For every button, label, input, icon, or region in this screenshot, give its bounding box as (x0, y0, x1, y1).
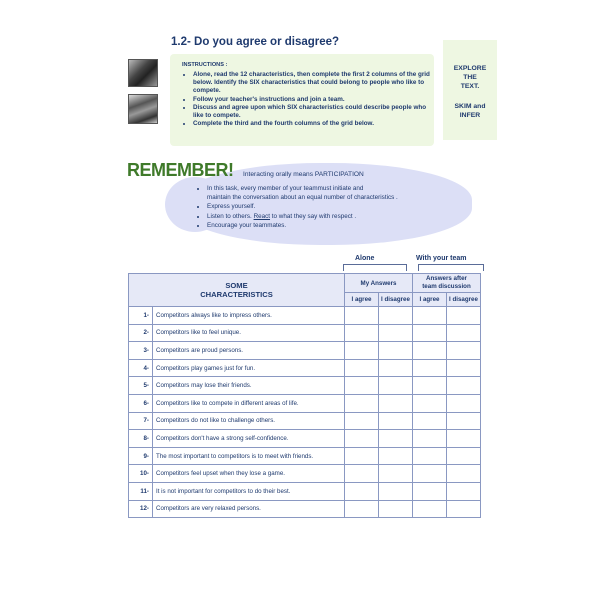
table-row (129, 359, 481, 377)
my-disagree-cell[interactable] (379, 394, 413, 412)
i-disagree-header: I disagree (447, 293, 481, 307)
row-number: 6- (129, 394, 153, 412)
team-agree-cell[interactable] (413, 394, 447, 412)
row-number: 5- (129, 377, 153, 395)
instructions-box (170, 54, 434, 146)
my-disagree-cell[interactable] (379, 324, 413, 342)
instruction-item: • Complete the third and the fourth columns of the grid below. (193, 120, 438, 128)
team-agree-cell[interactable] (413, 359, 447, 377)
row-number: 12- (129, 500, 153, 518)
my-disagree-cell[interactable] (379, 377, 413, 395)
my-agree-cell[interactable] (345, 500, 379, 518)
team-disagree-cell[interactable] (447, 324, 481, 342)
team-photo (128, 94, 158, 124)
team-disagree-cell[interactable] (447, 447, 481, 465)
remember-title: REMEMBER! (127, 160, 234, 180)
row-number: 2- (129, 324, 153, 342)
team-bracket (418, 264, 484, 271)
my-agree-cell[interactable] (345, 394, 379, 412)
instruction-item: • Alone, read the 12 characteristics, then complete the first 2 columns of the grid below. Identify the SIX characteristics that could belong to people who like to compete. (193, 71, 438, 96)
team-agree-cell[interactable] (413, 482, 447, 500)
instructions-list (183, 71, 438, 128)
row-number: 8- (129, 430, 153, 448)
my-agree-cell[interactable] (345, 482, 379, 500)
explore-line: THE (463, 74, 477, 81)
my-disagree-cell[interactable] (379, 500, 413, 518)
team-disagree-cell[interactable] (447, 430, 481, 448)
instruction-item: • Discuss and agree upon which SIX characteristics could describe people who like to compete. (193, 104, 438, 120)
remember-item: • Express yourself. (207, 202, 437, 211)
remember-item: • Listen to others. React to what they say with respect . (207, 212, 437, 221)
team-agree-cell[interactable] (413, 500, 447, 518)
remember-item: • Encourage your teammates. (207, 221, 437, 230)
characteristic-text: Competitors do not like to challenge others. (153, 412, 345, 430)
my-agree-cell[interactable] (345, 377, 379, 395)
team-disagree-cell[interactable] (447, 359, 481, 377)
table-row (129, 482, 481, 500)
team-agree-cell[interactable] (413, 342, 447, 360)
table-row (129, 430, 481, 448)
characteristics-header: SOME CHARACTERISTICS (129, 274, 345, 307)
table-row (129, 342, 481, 360)
characteristic-text: Competitors like to compete in different areas of life. (153, 394, 345, 412)
characteristic-text: It is not important for competitors to do their best. (153, 482, 345, 500)
table-row (129, 377, 481, 395)
my-disagree-cell[interactable] (379, 465, 413, 483)
i-agree-header: I agree (413, 293, 447, 307)
my-disagree-cell[interactable] (379, 412, 413, 430)
my-agree-cell[interactable] (345, 342, 379, 360)
team-agree-cell[interactable] (413, 465, 447, 483)
my-agree-cell[interactable] (345, 324, 379, 342)
table-row (129, 465, 481, 483)
team-disagree-cell[interactable] (447, 500, 481, 518)
table-row (129, 500, 481, 518)
my-agree-cell[interactable] (345, 307, 379, 325)
team-disagree-cell[interactable] (447, 342, 481, 360)
remember-heading: Interacting orally means PARTICIPATION (243, 171, 364, 178)
characteristic-text: Competitors may lose their friends. (153, 377, 345, 395)
characteristics-grid (128, 273, 481, 518)
row-number: 1- (129, 307, 153, 325)
remember-list (197, 184, 437, 230)
i-agree-header: I agree (345, 293, 379, 307)
alone-bracket (343, 264, 407, 271)
table-row (129, 394, 481, 412)
team-disagree-cell[interactable] (447, 377, 481, 395)
my-agree-cell[interactable] (345, 447, 379, 465)
my-disagree-cell[interactable] (379, 430, 413, 448)
team-disagree-cell[interactable] (447, 307, 481, 325)
table-row (129, 307, 481, 325)
my-answers-header: My Answers (345, 274, 413, 293)
characteristic-text: Competitors always like to impress others. (153, 307, 345, 325)
team-disagree-cell[interactable] (447, 412, 481, 430)
instructions-heading: INSTRUCTIONS : (182, 62, 228, 68)
team-agree-cell[interactable] (413, 447, 447, 465)
explore-line: EXPLORE (453, 65, 487, 72)
instruction-item: • Follow your teacher's instructions and join a team. (193, 96, 438, 104)
team-disagree-cell[interactable] (447, 465, 481, 483)
characteristic-text: Competitors are very relaxed persons. (153, 500, 345, 518)
my-agree-cell[interactable] (345, 430, 379, 448)
characteristic-text: The most important to competitors is to meet with friends. (153, 447, 345, 465)
page-title: 1.2- Do you agree or disagree? (171, 36, 340, 48)
characteristic-text: Competitors don't have a strong self-confidence. (153, 430, 345, 448)
my-agree-cell[interactable] (345, 359, 379, 377)
my-disagree-cell[interactable] (379, 342, 413, 360)
team-disagree-cell[interactable] (447, 394, 481, 412)
table-row (129, 447, 481, 465)
characteristic-text: Competitors play games just for fun. (153, 359, 345, 377)
team-agree-cell[interactable] (413, 377, 447, 395)
team-answers-header: Answers after team discussion (413, 274, 481, 293)
my-disagree-cell[interactable] (379, 482, 413, 500)
my-agree-cell[interactable] (345, 465, 379, 483)
students-photo (128, 59, 158, 87)
remember-item: • In this task, every member of your teammust initiate and maintain the conversation about an equal number of characteristics . (207, 184, 437, 202)
table-row (129, 412, 481, 430)
explore-line: INFER (459, 112, 481, 119)
row-number: 11- (129, 482, 153, 500)
characteristic-text: Competitors feel upset when they lose a game. (153, 465, 345, 483)
team-agree-cell[interactable] (413, 430, 447, 448)
row-number: 4- (129, 359, 153, 377)
explore-line: SKIM and (454, 103, 486, 110)
my-disagree-cell[interactable] (379, 447, 413, 465)
team-agree-cell[interactable] (413, 412, 447, 430)
characteristic-text: Competitors are proud persons. (153, 342, 345, 360)
team-agree-cell[interactable] (413, 307, 447, 325)
with-team-label: With your team (416, 255, 467, 262)
row-number: 3- (129, 342, 153, 360)
alone-label: Alone (355, 255, 375, 262)
my-disagree-cell[interactable] (379, 307, 413, 325)
row-number: 10- (129, 465, 153, 483)
my-disagree-cell[interactable] (379, 359, 413, 377)
i-disagree-header: I disagree (379, 293, 413, 307)
table-row (129, 324, 481, 342)
characteristic-text: Competitors like to feel unique. (153, 324, 345, 342)
explore-line: TEXT. (460, 83, 480, 90)
team-agree-cell[interactable] (413, 324, 447, 342)
my-agree-cell[interactable] (345, 412, 379, 430)
row-number: 9- (129, 447, 153, 465)
explore-box (443, 40, 497, 140)
team-disagree-cell[interactable] (447, 482, 481, 500)
row-number: 7- (129, 412, 153, 430)
